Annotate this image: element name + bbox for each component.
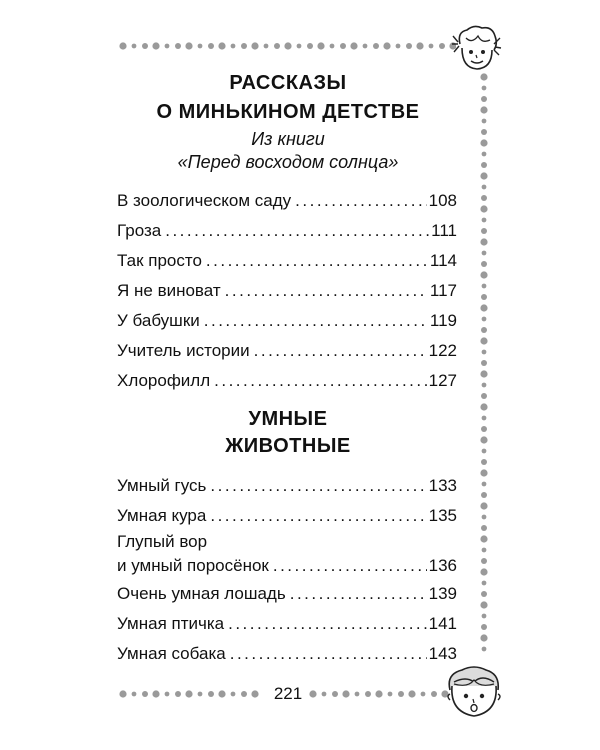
border-dot	[142, 691, 148, 697]
border-dot	[481, 426, 487, 432]
section-subtitle-line: Из книги	[251, 129, 325, 149]
toc-entry-page: 133	[428, 476, 457, 495]
toc-entry-title: Очень умная лошадь	[117, 584, 286, 603]
border-dot	[482, 86, 487, 91]
dot-leader	[290, 579, 427, 609]
toc-entry	[117, 501, 457, 531]
toc-entry	[117, 639, 457, 669]
border-dot	[198, 44, 203, 49]
border-dot	[482, 317, 487, 322]
border-dot	[317, 42, 324, 49]
section-title-line: ЖИВОТНЫЕ	[225, 435, 351, 457]
border-dot	[132, 692, 137, 697]
border-dot	[482, 581, 487, 586]
border-dot	[481, 525, 487, 531]
border-dot	[482, 185, 487, 190]
toc-entry-page: 136	[428, 556, 457, 575]
border-dot	[231, 692, 236, 697]
toc-entry-title: Умный гусь	[117, 476, 207, 495]
border-dot	[482, 548, 487, 553]
border-dot	[482, 449, 487, 454]
page-number: 221	[273, 684, 303, 703]
border-dot	[251, 42, 258, 49]
dotted-border-top	[118, 40, 456, 52]
border-dot	[480, 436, 487, 443]
toc-entry	[117, 471, 457, 501]
border-dot	[481, 459, 487, 465]
toc-entry-title: и умный поросёнок	[117, 556, 269, 575]
border-dot	[208, 691, 214, 697]
toc-entry-page: 141	[428, 614, 457, 633]
border-dot	[482, 251, 487, 256]
border-dot	[175, 691, 181, 697]
border-dot	[480, 73, 487, 80]
dot-leader	[225, 276, 428, 306]
border-dot	[481, 624, 487, 630]
border-dot	[482, 284, 487, 289]
toc-entry-page: 111	[431, 221, 457, 240]
border-dot	[480, 205, 487, 212]
border-dot	[309, 690, 316, 697]
border-dot	[198, 692, 203, 697]
toc-entry-page: 114	[429, 251, 457, 270]
dot-leader	[210, 471, 426, 501]
border-dot	[355, 692, 360, 697]
border-dot	[480, 370, 487, 377]
border-dot	[482, 152, 487, 157]
border-dot	[480, 172, 487, 179]
toc-entry-title: Умная кура	[117, 506, 207, 525]
dotted-border-bottom-left	[118, 688, 268, 700]
dot-leader	[165, 216, 429, 246]
border-dot	[152, 690, 159, 697]
border-dot	[482, 614, 487, 619]
dot-leader	[254, 336, 427, 366]
border-dot	[480, 403, 487, 410]
border-dot	[332, 691, 338, 697]
toc-entry	[117, 216, 457, 246]
border-dot	[119, 690, 126, 697]
border-dot	[406, 43, 412, 49]
toc-entry	[117, 246, 457, 276]
border-dot	[480, 139, 487, 146]
toc-entry-title: Умная собака	[117, 644, 226, 663]
border-dot	[218, 690, 225, 697]
border-dot	[185, 42, 192, 49]
border-dot	[480, 634, 487, 641]
border-dot	[251, 690, 258, 697]
toc-entry-page: 117	[429, 281, 457, 300]
border-dot	[482, 416, 487, 421]
toc-entry-page: 108	[428, 191, 457, 210]
toc-entry-title: У бабушки	[117, 311, 200, 330]
border-dot	[482, 515, 487, 520]
border-dot	[241, 43, 247, 49]
border-dot	[481, 591, 487, 597]
section-subtitle-line: «Перед восходом солнца»	[177, 152, 399, 172]
border-dot	[482, 647, 487, 652]
border-dot	[480, 106, 487, 113]
border-dot	[481, 228, 487, 234]
dot-leader	[204, 306, 428, 336]
border-dot	[165, 44, 170, 49]
toc-entry-title: Глупый вор	[117, 532, 208, 551]
border-dot	[208, 43, 214, 49]
border-dot	[231, 44, 236, 49]
border-dot	[416, 42, 423, 49]
toc-entry-title: Хлорофилл	[117, 371, 211, 390]
toc-entry-page: 135	[428, 506, 457, 525]
dot-leader	[295, 186, 426, 216]
border-dot	[241, 691, 247, 697]
border-dot	[165, 692, 170, 697]
border-dot	[342, 690, 349, 697]
border-dot	[481, 96, 487, 102]
section-title-line: О МИНЬКИНОМ ДЕТСТВЕ	[156, 101, 420, 123]
border-dot	[322, 692, 327, 697]
border-dot	[480, 601, 487, 608]
border-dot	[481, 492, 487, 498]
border-dot	[175, 43, 181, 49]
border-dot	[481, 327, 487, 333]
border-dot	[480, 271, 487, 278]
dot-leader	[273, 553, 427, 579]
border-dot	[482, 350, 487, 355]
border-dot	[481, 294, 487, 300]
toc-entry	[117, 531, 457, 579]
toc-entry-title: Я не виноват	[117, 281, 221, 300]
border-dot	[482, 383, 487, 388]
border-dot	[396, 44, 401, 49]
border-dot	[439, 43, 445, 49]
border-dot	[481, 195, 487, 201]
border-dot	[482, 482, 487, 487]
border-dot	[284, 42, 291, 49]
border-dot	[274, 43, 280, 49]
toc-entry-page: 143	[428, 644, 457, 663]
border-dot	[421, 692, 426, 697]
dot-leader	[230, 639, 427, 669]
boy-face-icon	[444, 664, 504, 722]
toc-entry-title: Учитель истории	[117, 341, 250, 360]
border-dot	[365, 691, 371, 697]
border-dot	[429, 44, 434, 49]
toc-entry	[117, 306, 457, 336]
border-dot	[264, 44, 269, 49]
dotted-border-right	[478, 72, 490, 662]
border-dot	[481, 261, 487, 267]
toc-entry	[117, 366, 457, 396]
border-dot	[398, 691, 404, 697]
girl-face-icon	[452, 22, 502, 74]
toc-list	[117, 471, 457, 669]
border-dot	[119, 42, 126, 49]
dot-leader	[210, 501, 426, 531]
section-title-line: РАССКАЗЫ	[229, 72, 347, 94]
border-dot	[481, 162, 487, 168]
border-dot	[388, 692, 393, 697]
border-dot	[481, 393, 487, 399]
border-dot	[185, 690, 192, 697]
border-dot	[482, 218, 487, 223]
toc-entry-title: В зоологическом саду	[117, 191, 292, 210]
toc-entry-page: 119	[429, 311, 457, 330]
toc-entry-page: 122	[428, 341, 457, 360]
border-dot	[481, 129, 487, 135]
border-dot	[218, 42, 225, 49]
border-dot	[482, 119, 487, 124]
border-dot	[480, 469, 487, 476]
border-dot	[480, 568, 487, 575]
border-dot	[142, 43, 148, 49]
toc-entry	[117, 276, 457, 306]
border-dot	[132, 44, 137, 49]
border-dot	[373, 43, 379, 49]
toc-entry	[117, 336, 457, 366]
toc-entry-title: Гроза	[117, 221, 162, 240]
border-dot	[480, 502, 487, 509]
toc-entry	[117, 579, 457, 609]
toc-entry-page: 139	[428, 584, 457, 603]
border-dot	[481, 558, 487, 564]
border-dot	[330, 44, 335, 49]
toc-entry-title: Умная птичка	[117, 614, 225, 633]
toc-list	[117, 186, 457, 396]
dot-leader	[214, 366, 426, 396]
border-dot	[363, 44, 368, 49]
border-dot	[480, 337, 487, 344]
toc-entry	[117, 186, 457, 216]
border-dot	[408, 690, 415, 697]
border-dot	[481, 360, 487, 366]
border-dot	[297, 44, 302, 49]
border-dot	[375, 690, 382, 697]
toc-entry	[117, 609, 457, 639]
border-dot	[480, 304, 487, 311]
border-dot	[152, 42, 159, 49]
dot-leader	[206, 246, 428, 276]
dotted-border-bottom-right	[308, 688, 458, 700]
toc-entry-title: Так просто	[117, 251, 202, 270]
dot-leader	[228, 609, 427, 639]
border-dot	[340, 43, 346, 49]
border-dot	[383, 42, 390, 49]
border-dot	[480, 238, 487, 245]
border-dot	[480, 535, 487, 542]
section-title-line: УМНЫЕ	[248, 408, 328, 430]
border-dot	[350, 42, 357, 49]
border-dot	[431, 691, 437, 697]
toc-entry-page: 127	[428, 371, 457, 390]
border-dot	[307, 43, 313, 49]
